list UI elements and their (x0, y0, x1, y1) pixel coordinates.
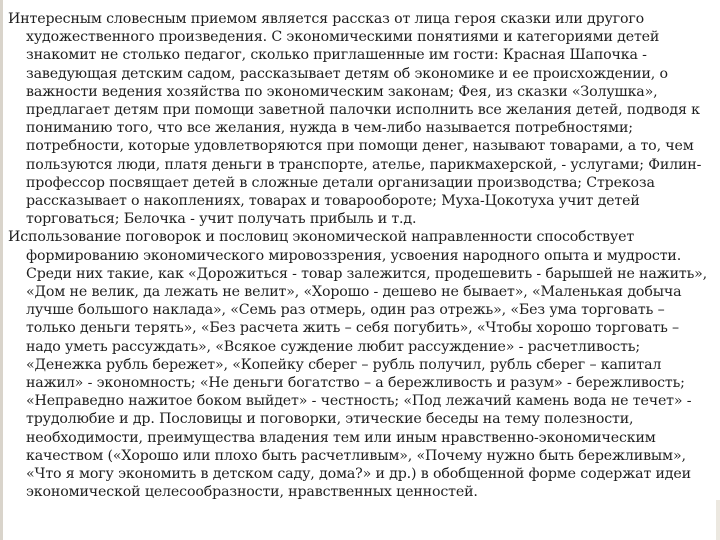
paragraph-story-method: Интересным словесным приемом является рассказ от лица героя сказки или другого художественного произведения. С экономическими понятиями и категориями детей знакомит не столько педагог, сколько приглашенные им гости: Красная Шапочка - заведующая детским садом, рассказывает детям об экономике и ее происхождении, о важности ведения хозяйства по экономическим законам; Фея, из сказки «Золушка», предлагает детям при помощи заветной палочки исполнить все желания детей, подводя к пониманию того, что все желания, нужда в чем-либо называется потребностями; потребности, которые удовлетворяются при помощи денег, называют товарами, а то, чем пользуются люди, платя деньги в транспорте, ателье, парикмахерской, - услугами; Филин-профессор посвящает детей в сложные детали организации производства; Стрекоза рассказывает о накоплениях, товарах и товарообороте; Муха-Цокотуха учит детей торговаться; Белочка - учит получать прибыль и т.д. (8, 11, 702, 228)
slide-body (8, 10, 708, 501)
decorative-edge (716, 500, 720, 540)
paragraph-proverbs: Использование поговорок и пословиц экономической направленности способствует формированию экономического мировоззрения, усвоения народного опыта и мудрости. Среди них такие, как «Дорожиться - товар залежится, продешевить - барышей не нажить», «Дом не велик, да лежать не велит», «Хорошо - дешево не бывает», «Маленькая добыча лучше большого наклада», «Семь раз отмерь, один раз отрежь», «Без ума торговать – только деньги терять», «Без расчета жить – себя погубить», «Чтобы хорошо торговать – надо уметь рассуждать», «Всякое суждение любит рассуждение» - расчетливость; «Денежка рубль бережет», «Копейку сберег – рубль получил, рубль сберег – капитал нажил» - экономность; «Не деньги богатство – а бережливость и разум» - бережливость; «Неправедно нажитое боком выйдет» - честность; «Под лежачий камень вода не течет» - трудолюбие и др. Пословицы и поговорки, этические беседы на тему полезности, необходимости, преимущества владения тем или иным нравственно-экономическим качеством («Хорошо или плохо быть расчетливым», «Почему нужно быть бережливым», «Что я могу экономить в детском саду, дома?» и др.) в обобщенной форме содержат идеи экономической целесообразности, нравственных ценностей. (8, 229, 708, 501)
